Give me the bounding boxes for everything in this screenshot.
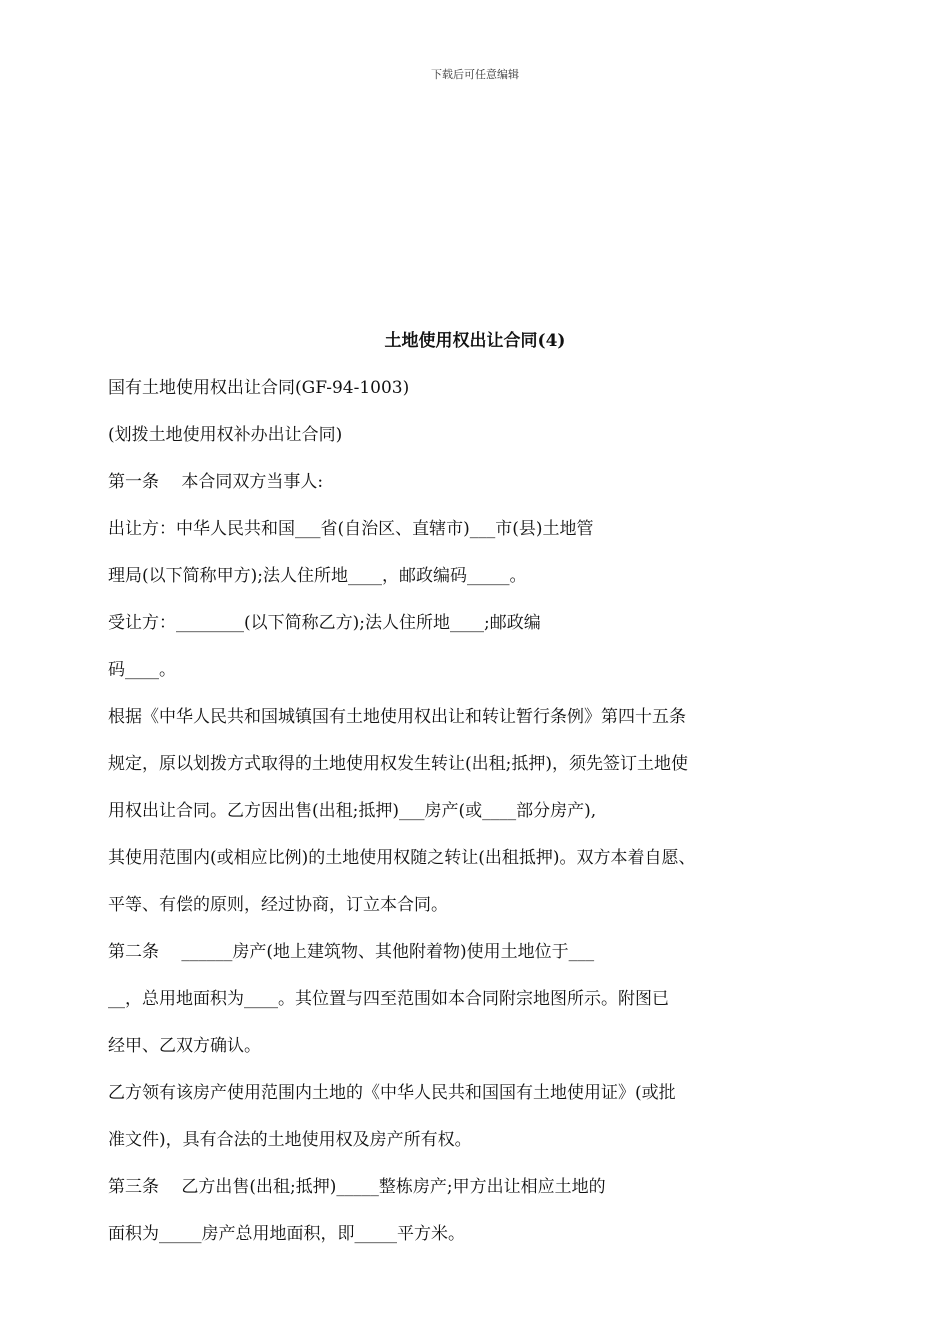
paragraph-line: 经甲、乙双方确认。 <box>108 1036 261 1056</box>
paragraph-line: 平等、有偿的原则，经过协商，订立本合同。 <box>108 895 448 915</box>
document-title: 土地使用权出让合同(4) <box>384 331 566 351</box>
paragraph-line: 准文件)，具有合法的土地使用权及房产所有权。 <box>108 1130 472 1150</box>
paragraph-line: 出让方：中华人民共和国___省(自治区、直辖市)___市(县)土地管 <box>108 519 594 539</box>
paragraph-line: 根据《中华人民共和国城镇国有土地使用权出让和转让暂行条例》第四十五条 <box>108 707 686 727</box>
page-header: 下载后可任意编辑 <box>431 68 519 81</box>
paragraph-line: 乙方领有该房产使用范围内土地的《中华人民共和国国有土地使用证》(或批 <box>108 1083 676 1103</box>
article-2-heading: 第二条 ______房产(地上建筑物、其他附着物)使用土地位于___ <box>108 942 595 962</box>
paragraph-line: 理局(以下简称甲方);法人住所地____，邮政编码_____。 <box>108 566 527 586</box>
paragraph-line: 用权出让合同。乙方因出售(出租;抵押)___房产(或____部分房产), <box>108 801 597 821</box>
paragraph-line: 其使用范围内(或相应比例)的土地使用权随之转让(出租抵押)。双方本着自愿、 <box>108 848 696 868</box>
article-3-heading: 第三条 乙方出售(出租;抵押)_____整栋房产;甲方出让相应土地的 <box>108 1177 606 1197</box>
paragraph-line: 国有土地使用权出让合同(GF-94-1003) <box>108 378 410 398</box>
paragraph-line: 面积为_____房产总用地面积，即_____平方米。 <box>108 1224 465 1244</box>
paragraph-line: (划拨土地使用权补办出让合同) <box>108 425 343 445</box>
paragraph-line: __，总用地面积为____。其位置与四至范围如本合同附宗地图所示。附图已 <box>108 989 669 1009</box>
article-1-heading: 第一条 本合同双方当事人: <box>108 472 324 492</box>
paragraph-line: 码____。 <box>108 660 176 680</box>
paragraph-line: 受让方：________(以下简称乙方);法人住所地____;邮政编 <box>108 613 541 633</box>
paragraph-line: 规定，原以划拨方式取得的土地使用权发生转让(出租;抵押)，须先签订土地使 <box>108 754 688 774</box>
